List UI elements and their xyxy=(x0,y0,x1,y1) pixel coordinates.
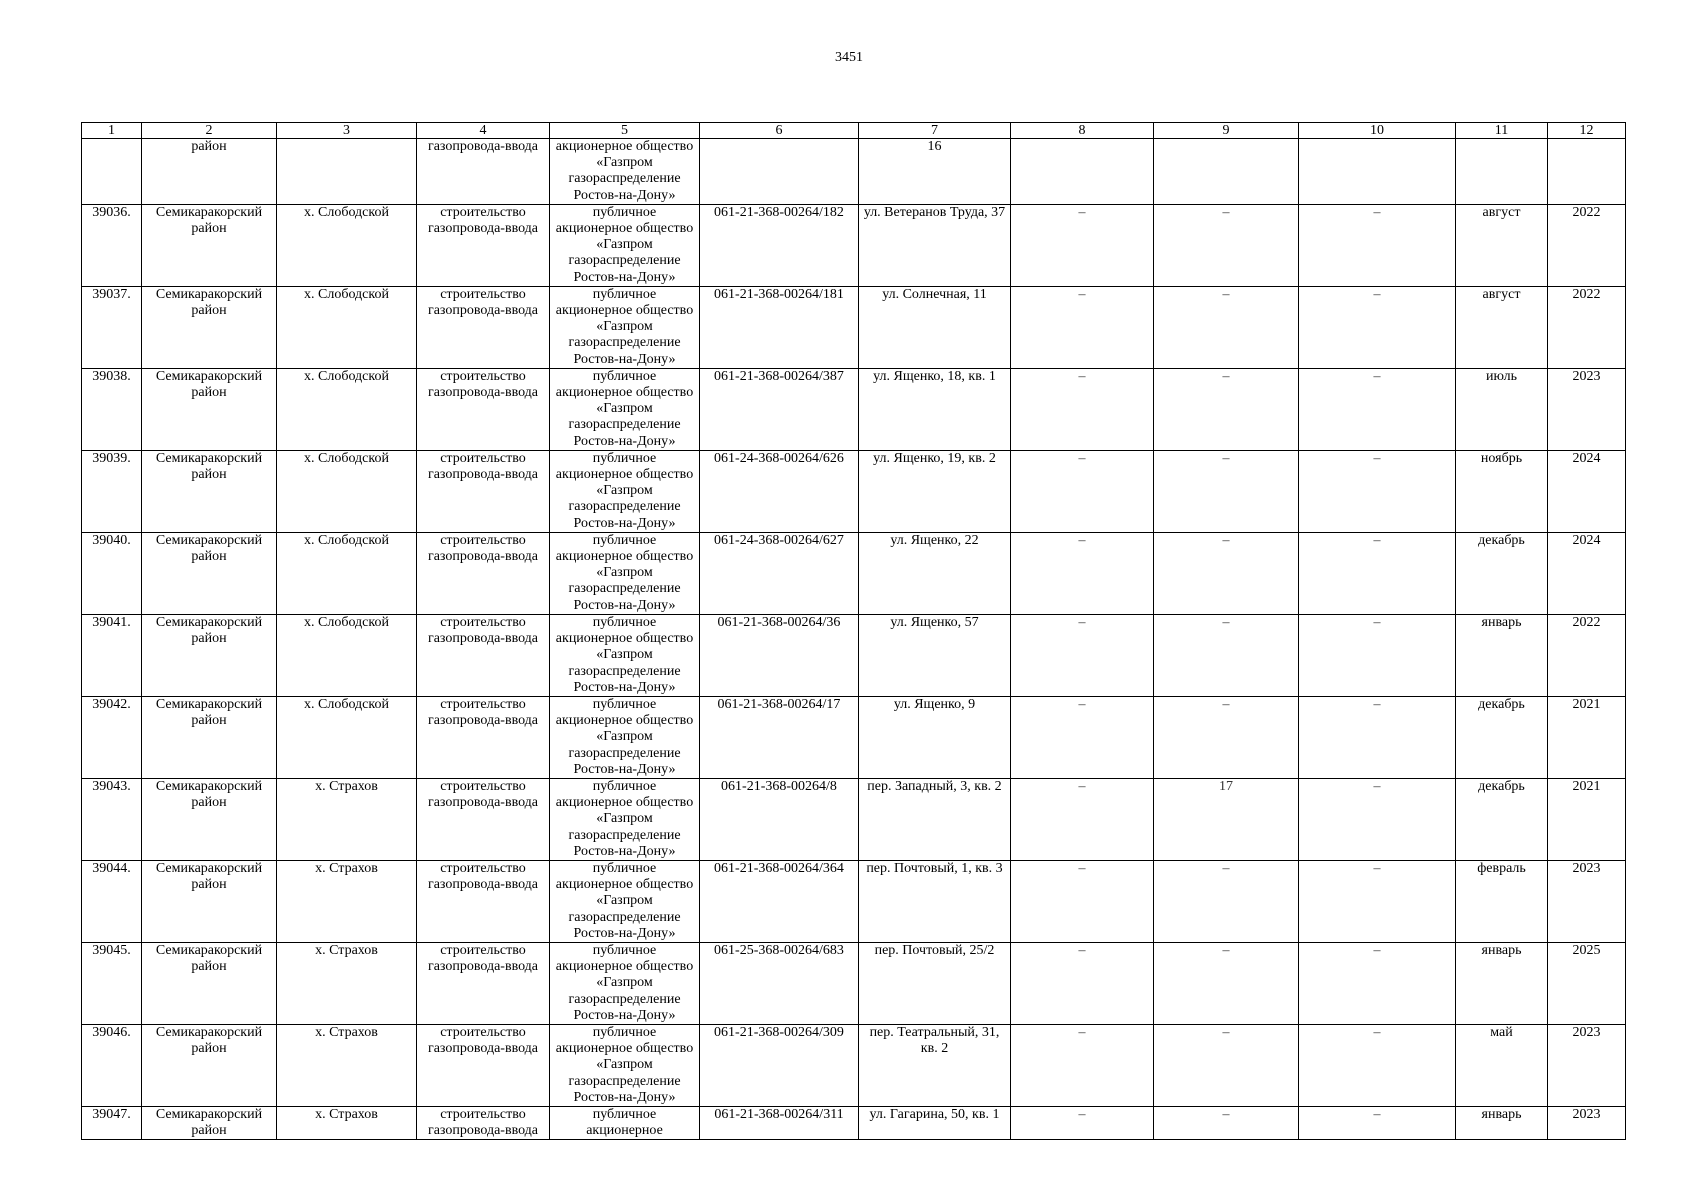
cell-permit: 061-21-368-00264/364 xyxy=(700,860,859,942)
cell-col8: – xyxy=(1011,286,1154,368)
cell-col8: – xyxy=(1011,696,1154,778)
cell-settlement: х. Страхов xyxy=(277,860,417,942)
cell-permit: 061-24-368-00264/627 xyxy=(700,532,859,614)
cell-settlement: х. Слободской xyxy=(277,286,417,368)
cell-month: август xyxy=(1456,286,1548,368)
cell-col8: – xyxy=(1011,204,1154,286)
cell-settlement: х. Страхов xyxy=(277,778,417,860)
cell-permit: 061-21-368-00264/181 xyxy=(700,286,859,368)
cell-col8: – xyxy=(1011,942,1154,1024)
cell-month: ноябрь xyxy=(1456,450,1548,532)
cell-number: 39037. xyxy=(82,286,142,368)
table-row xyxy=(82,368,1626,450)
cell-settlement xyxy=(277,139,417,205)
cell-month: декабрь xyxy=(1456,696,1548,778)
cell-col10: – xyxy=(1299,286,1456,368)
cell-address: ул. Ветеранов Труда, 37 xyxy=(859,204,1011,286)
cell-organization: публичное акционерное общество «Газпром газораспределение Ростов-на-Дону» xyxy=(550,696,700,778)
cell-address: ул. Гагарина, 50, кв. 1 xyxy=(859,1106,1011,1139)
cell-address: пер. Почтовый, 25/2 xyxy=(859,942,1011,1024)
cell-work: строительство газопровода-ввода xyxy=(417,1024,550,1106)
cell-work: строительство газопровода-ввода xyxy=(417,286,550,368)
cell-district: район xyxy=(142,139,277,205)
cell-col9 xyxy=(1154,139,1299,205)
cell-col9: – xyxy=(1154,450,1299,532)
cell-organization: акционерное общество «Газпром газораспределение Ростов-на-Дону» xyxy=(550,139,700,205)
cell-year: 2024 xyxy=(1548,532,1626,614)
cell-work: строительство газопровода-ввода xyxy=(417,450,550,532)
table-row xyxy=(82,778,1626,860)
cell-col9: – xyxy=(1154,1024,1299,1106)
cell-organization: публичное акционерное общество «Газпром газораспределение Ростов-на-Дону» xyxy=(550,286,700,368)
cell-district: Семикаракорский район xyxy=(142,778,277,860)
cell-number: 39036. xyxy=(82,204,142,286)
cell-permit: 061-21-368-00264/387 xyxy=(700,368,859,450)
cell-organization: публичное акционерное общество «Газпром газораспределение Ростов-на-Дону» xyxy=(550,860,700,942)
cell-col9: – xyxy=(1154,204,1299,286)
cell-address: ул. Солнечная, 11 xyxy=(859,286,1011,368)
table-row xyxy=(82,286,1626,368)
table-row xyxy=(82,860,1626,942)
cell-month: декабрь xyxy=(1456,778,1548,860)
cell-month: июль xyxy=(1456,368,1548,450)
cell-organization: публичное акционерное общество «Газпром газораспределение Ростов-на-Дону» xyxy=(550,778,700,860)
column-header: 9 xyxy=(1154,123,1299,139)
cell-organization: публичное акционерное общество «Газпром газораспределение Ростов-на-Дону» xyxy=(550,1024,700,1106)
cell-district: Семикаракорский район xyxy=(142,286,277,368)
cell-col10: – xyxy=(1299,532,1456,614)
cell-col9: – xyxy=(1154,1106,1299,1139)
column-header: 1 xyxy=(82,123,142,139)
cell-month: май xyxy=(1456,1024,1548,1106)
cell-number: 39044. xyxy=(82,860,142,942)
cell-year xyxy=(1548,139,1626,205)
cell-number: 39042. xyxy=(82,696,142,778)
header-row xyxy=(82,123,1626,139)
cell-address: пер. Западный, 3, кв. 2 xyxy=(859,778,1011,860)
cell-organization: публичное акционерное общество «Газпром газораспределение Ростов-на-Дону» xyxy=(550,532,700,614)
cell-work: строительство газопровода-ввода xyxy=(417,942,550,1024)
cell-organization: публичное акционерное общество «Газпром газораспределение Ростов-на-Дону» xyxy=(550,614,700,696)
cell-col8: – xyxy=(1011,1106,1154,1139)
table-row xyxy=(82,942,1626,1024)
cell-number: 39045. xyxy=(82,942,142,1024)
column-header: 11 xyxy=(1456,123,1548,139)
column-header: 3 xyxy=(277,123,417,139)
column-header: 4 xyxy=(417,123,550,139)
cell-col8: – xyxy=(1011,614,1154,696)
cell-organization: публичное акционерное общество «Газпром газораспределение Ростов-на-Дону» xyxy=(550,204,700,286)
cell-settlement: х. Слободской xyxy=(277,368,417,450)
cell-organization: публичное акционерное общество «Газпром газораспределение Ростов-на-Дону» xyxy=(550,368,700,450)
cell-col9: – xyxy=(1154,368,1299,450)
table-row xyxy=(82,450,1626,532)
cell-month xyxy=(1456,139,1548,205)
cell-number: 39043. xyxy=(82,778,142,860)
cell-permit: 061-25-368-00264/683 xyxy=(700,942,859,1024)
cell-district: Семикаракорский район xyxy=(142,860,277,942)
cell-settlement: х. Слободской xyxy=(277,204,417,286)
cell-settlement: х. Слободской xyxy=(277,450,417,532)
cell-organization: публичное акционерное xyxy=(550,1106,700,1139)
cell-permit: 061-21-368-00264/36 xyxy=(700,614,859,696)
cell-col9: – xyxy=(1154,696,1299,778)
table-row-last xyxy=(82,1106,1626,1139)
cell-address: ул. Ященко, 22 xyxy=(859,532,1011,614)
cell-district: Семикаракорский район xyxy=(142,368,277,450)
cell-district: Семикаракорский район xyxy=(142,614,277,696)
table-row-continuation xyxy=(82,139,1626,205)
cell-settlement: х. Слободской xyxy=(277,614,417,696)
cell-col9: – xyxy=(1154,532,1299,614)
column-header: 2 xyxy=(142,123,277,139)
cell-number: 39039. xyxy=(82,450,142,532)
cell-col9: – xyxy=(1154,286,1299,368)
cell-col10: – xyxy=(1299,1106,1456,1139)
cell-district: Семикаракорский район xyxy=(142,1106,277,1139)
column-header: 5 xyxy=(550,123,700,139)
cell-work: строительство газопровода-ввода xyxy=(417,1106,550,1139)
cell-address: ул. Ященко, 9 xyxy=(859,696,1011,778)
cell-work: строительство газопровода-ввода xyxy=(417,696,550,778)
table-row xyxy=(82,696,1626,778)
cell-organization: публичное акционерное общество «Газпром газораспределение Ростов-на-Дону» xyxy=(550,942,700,1024)
table-row xyxy=(82,614,1626,696)
cell-address: пер. Почтовый, 1, кв. 3 xyxy=(859,860,1011,942)
cell-col8: – xyxy=(1011,778,1154,860)
cell-year: 2024 xyxy=(1548,450,1626,532)
cell-col9: – xyxy=(1154,942,1299,1024)
cell-settlement: х. Страхов xyxy=(277,942,417,1024)
cell-permit: 061-21-368-00264/17 xyxy=(700,696,859,778)
column-header: 7 xyxy=(859,123,1011,139)
cell-col10: – xyxy=(1299,614,1456,696)
cell-permit xyxy=(700,139,859,205)
cell-address: ул. Ященко, 57 xyxy=(859,614,1011,696)
cell-col10 xyxy=(1299,139,1456,205)
cell-address: 16 xyxy=(859,139,1011,205)
cell-work: газопровода-ввода xyxy=(417,139,550,205)
cell-month: декабрь xyxy=(1456,532,1548,614)
cell-col8: – xyxy=(1011,450,1154,532)
cell-district: Семикаракорский район xyxy=(142,450,277,532)
table-row xyxy=(82,1024,1626,1106)
cell-month: январь xyxy=(1456,1106,1548,1139)
cell-work: строительство газопровода-ввода xyxy=(417,368,550,450)
cell-year: 2022 xyxy=(1548,204,1626,286)
cell-permit: 061-21-368-00264/309 xyxy=(700,1024,859,1106)
cell-col9: 17 xyxy=(1154,778,1299,860)
cell-settlement: х. Страхов xyxy=(277,1106,417,1139)
cell-col10: – xyxy=(1299,204,1456,286)
cell-month: август xyxy=(1456,204,1548,286)
cell-permit: 061-21-368-00264/182 xyxy=(700,204,859,286)
column-header: 6 xyxy=(700,123,859,139)
cell-year: 2023 xyxy=(1548,368,1626,450)
cell-number: 39046. xyxy=(82,1024,142,1106)
cell-col10: – xyxy=(1299,860,1456,942)
cell-col8 xyxy=(1011,139,1154,205)
column-header: 12 xyxy=(1548,123,1626,139)
cell-address: ул. Ященко, 18, кв. 1 xyxy=(859,368,1011,450)
cell-col8: – xyxy=(1011,532,1154,614)
cell-year: 2022 xyxy=(1548,614,1626,696)
cell-year: 2023 xyxy=(1548,860,1626,942)
cell-permit: 061-21-368-00264/8 xyxy=(700,778,859,860)
cell-col10: – xyxy=(1299,450,1456,532)
cell-year: 2023 xyxy=(1548,1024,1626,1106)
cell-col8: – xyxy=(1011,368,1154,450)
cell-year: 2025 xyxy=(1548,942,1626,1024)
table-row xyxy=(82,532,1626,614)
cell-number: 39041. xyxy=(82,614,142,696)
cell-col8: – xyxy=(1011,860,1154,942)
cell-settlement: х. Слободской xyxy=(277,696,417,778)
cell-organization: публичное акционерное общество «Газпром газораспределение Ростов-на-Дону» xyxy=(550,450,700,532)
table-header xyxy=(82,123,1626,139)
table-row xyxy=(82,204,1626,286)
cell-col10: – xyxy=(1299,1024,1456,1106)
cell-month: февраль xyxy=(1456,860,1548,942)
cell-district: Семикаракорский район xyxy=(142,204,277,286)
cell-work: строительство газопровода-ввода xyxy=(417,614,550,696)
cell-month: январь xyxy=(1456,614,1548,696)
cell-year: 2022 xyxy=(1548,286,1626,368)
cell-number: 39040. xyxy=(82,532,142,614)
cell-settlement: х. Слободской xyxy=(277,532,417,614)
document-table xyxy=(81,122,1626,1140)
cell-district: Семикаракорский район xyxy=(142,696,277,778)
cell-work: строительство газопровода-ввода xyxy=(417,778,550,860)
cell-address: пер. Театральный, 31, кв. 2 xyxy=(859,1024,1011,1106)
cell-col10: – xyxy=(1299,696,1456,778)
cell-col10: – xyxy=(1299,368,1456,450)
column-header: 8 xyxy=(1011,123,1154,139)
cell-permit: 061-24-368-00264/626 xyxy=(700,450,859,532)
cell-district: Семикаракорский район xyxy=(142,532,277,614)
cell-permit: 061-21-368-00264/311 xyxy=(700,1106,859,1139)
cell-district: Семикаракорский район xyxy=(142,942,277,1024)
cell-col10: – xyxy=(1299,942,1456,1024)
cell-settlement: х. Страхов xyxy=(277,1024,417,1106)
cell-col9: – xyxy=(1154,614,1299,696)
cell-col9: – xyxy=(1154,860,1299,942)
cell-number: 39047. xyxy=(82,1106,142,1139)
cell-work: строительство газопровода-ввода xyxy=(417,532,550,614)
cell-address: ул. Ященко, 19, кв. 2 xyxy=(859,450,1011,532)
cell-district: Семикаракорский район xyxy=(142,1024,277,1106)
cell-work: строительство газопровода-ввода xyxy=(417,204,550,286)
cell-year: 2021 xyxy=(1548,696,1626,778)
table-body xyxy=(82,139,1626,1140)
cell-number: 39038. xyxy=(82,368,142,450)
page-number: 3451 xyxy=(835,50,863,65)
cell-col10: – xyxy=(1299,778,1456,860)
cell-col8: – xyxy=(1011,1024,1154,1106)
cell-year: 2021 xyxy=(1548,778,1626,860)
column-header: 10 xyxy=(1299,123,1456,139)
cell-number xyxy=(82,139,142,205)
cell-year: 2023 xyxy=(1548,1106,1626,1139)
cell-work: строительство газопровода-ввода xyxy=(417,860,550,942)
cell-month: январь xyxy=(1456,942,1548,1024)
